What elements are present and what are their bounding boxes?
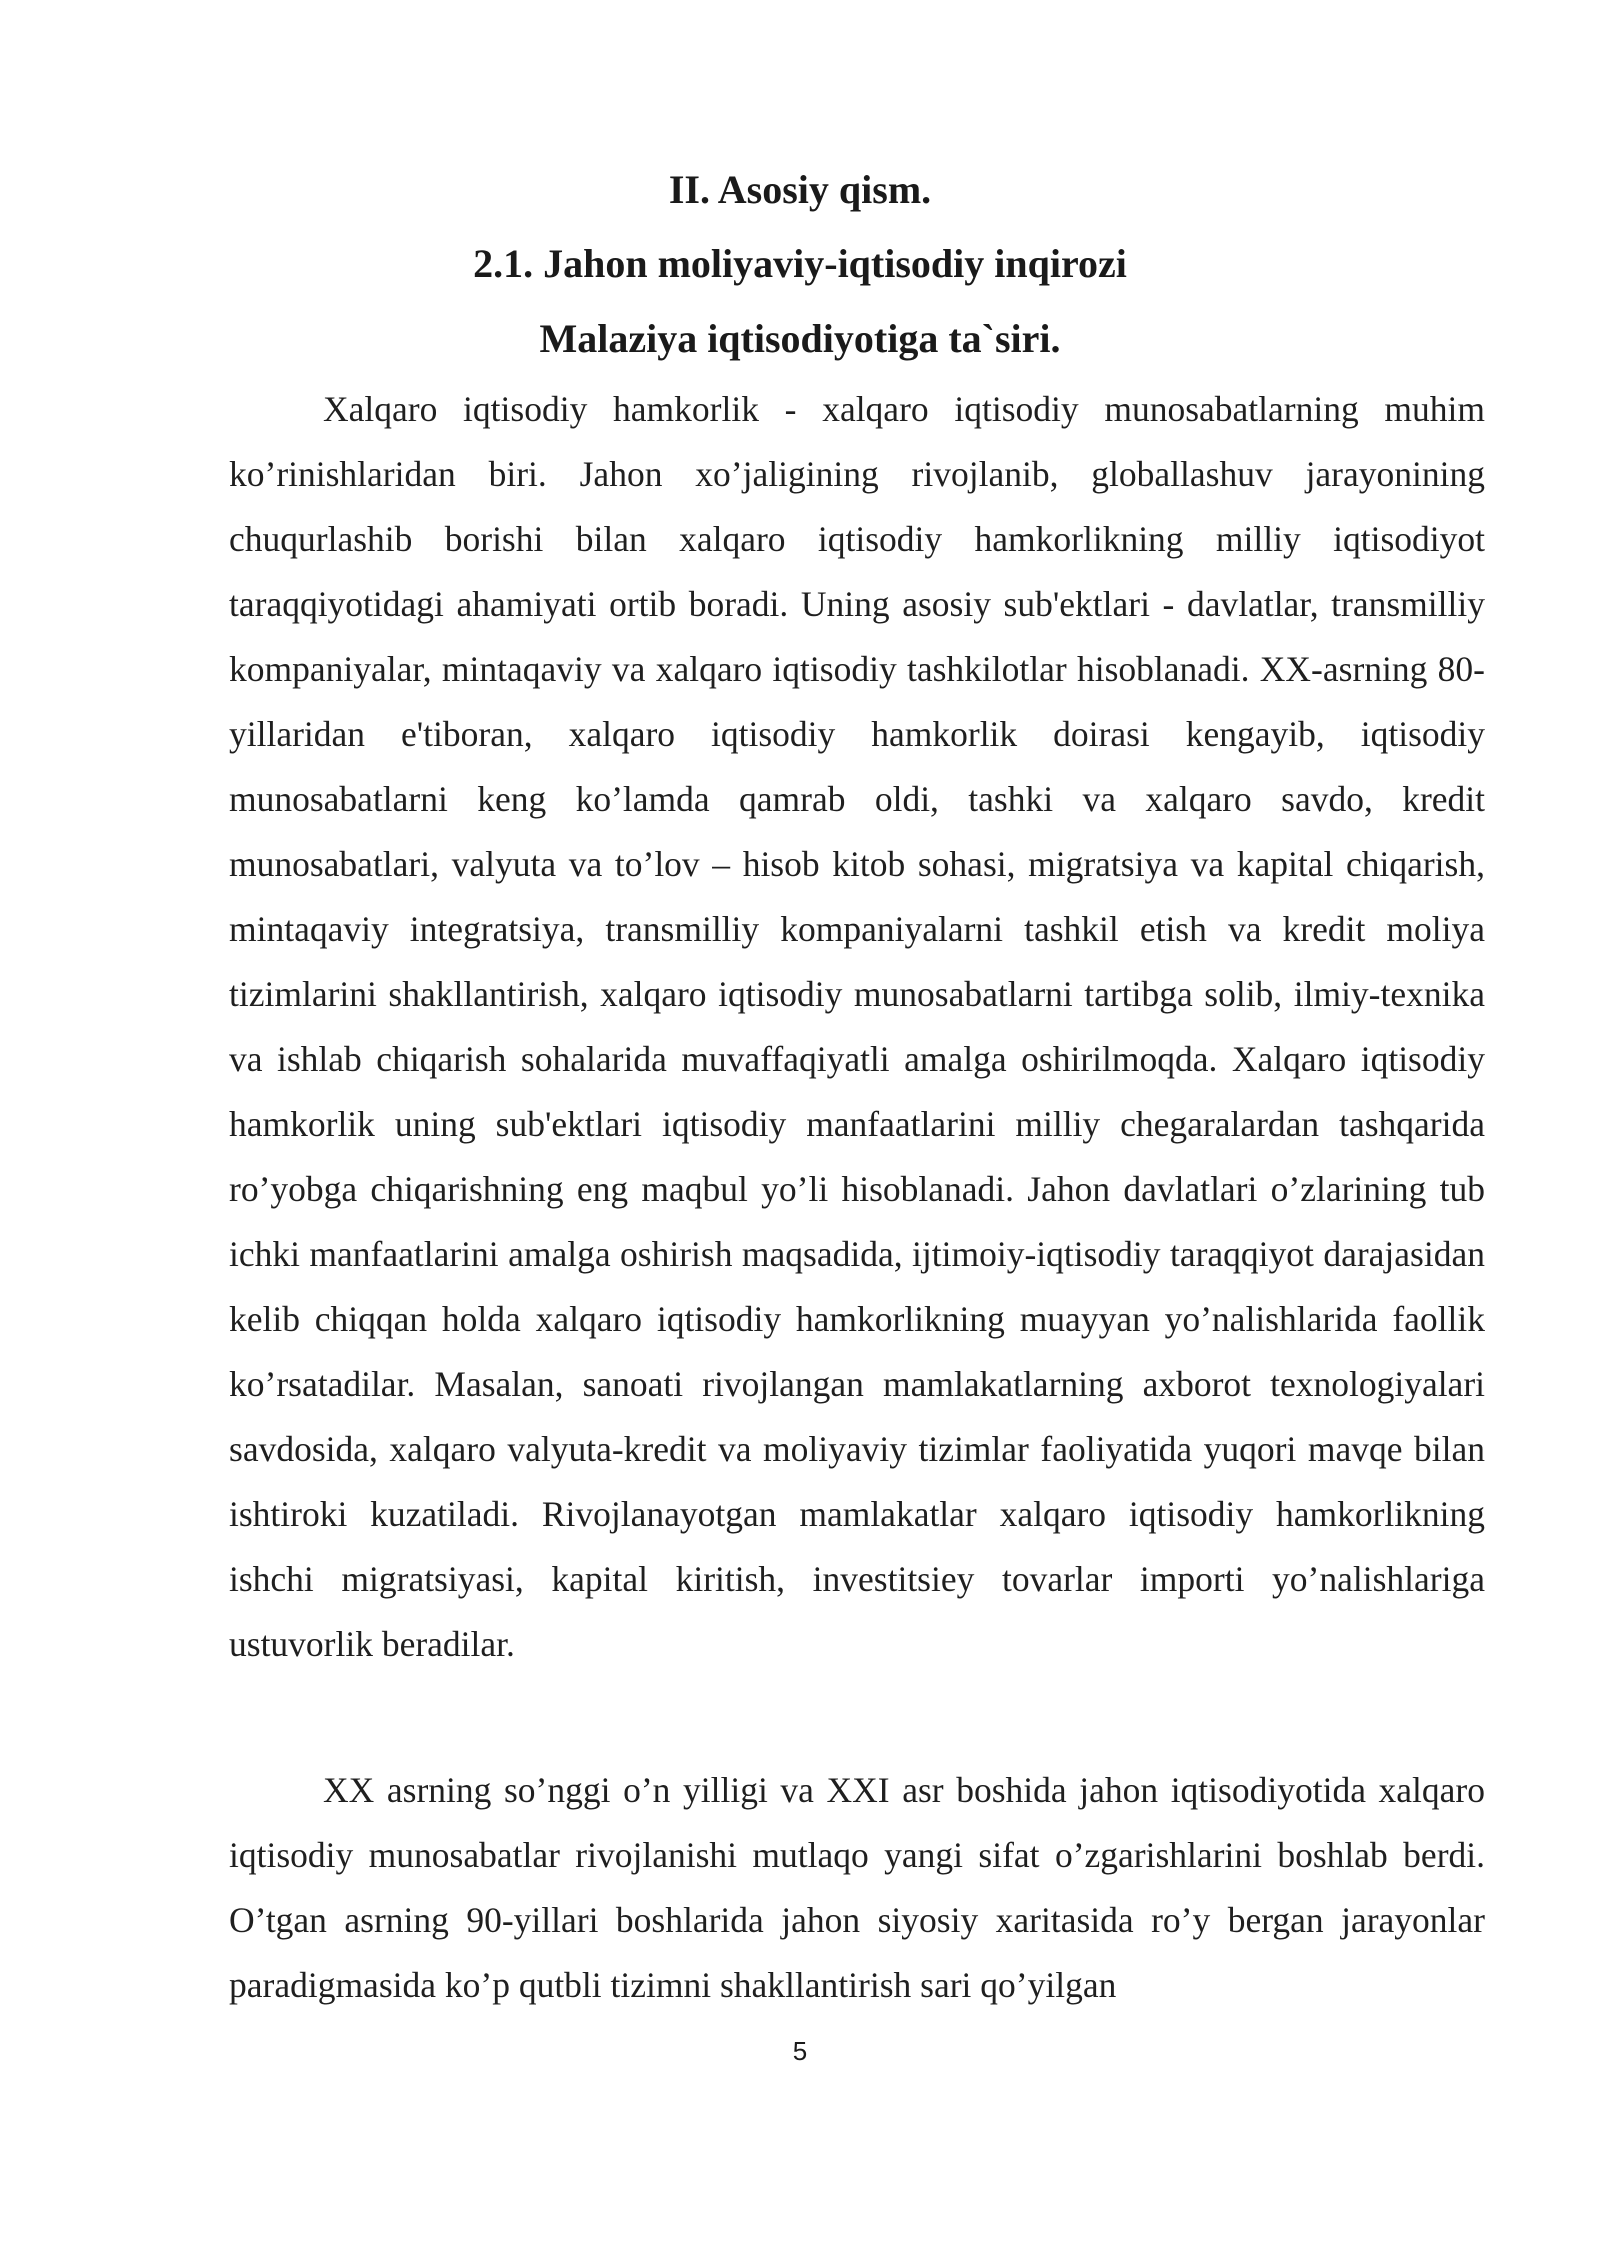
body-paragraph-2 (229, 1758, 1485, 2018)
subsection-heading: 2.1. Jahon moliyaviy-iqtisodiy inqirozi (473, 241, 1127, 286)
body-paragraph-1 (229, 377, 1485, 1677)
section-heading: II. Asosiy qism. (668, 167, 932, 212)
paragraph-text: XX asrning so’nggi o’n yilligi va XXI asr boshida jahon iqtisodiyotida xalqaro iqtisodiy munosabatlar rivojlanishi mutlaqo yangi sifat o’zgarishlarini boshlab berdi. O’tgan asrning 90-yillari boshlarida jahon siyosiy xaritasida ro’y bergan jarayonlar paradigmasida ko’p qutbli tizimni shakllantirish sari qo’yilgan (229, 1770, 1485, 2005)
paragraph-text: Xalqaro iqtisodiy hamkorlik - xalqaro iqtisodiy munosabatlarning muhim ko’rinishlaridan biri. Jahon xo’jaligining rivojlanib, globallashuv jarayonining chuqurlashib borishi bilan xalqaro iqtisodiy hamkorlikning milliy iqtisodiyot taraqqiyotidagi ahamiyati ortib boradi. Uning asosiy sub'ektlari - davlatlar, transmilliy kompaniyalar, mintaqaviy va xalqaro iqtisodiy tashkilotlar hisoblanadi. XX-asrning 80-yillaridan e'tiboran, xalqaro iqtisodiy hamkorlik doirasi kengayib, iqtisodiy munosabatlarni keng ko’lamda qamrab oldi, tashki va xalqaro savdo, kredit munosabatlari, valyuta va to’lov – hisob kitob sohasi, migratsiya va kapital chiqarish, mintaqaviy integratsiya, transmilliy kompaniyalarni tashkil etish va kredit moliya tizimlarini shakllantirish, xalqaro iqtisodiy munosabatlarni tartibga solib, ilmiy-texnika va ishlab chiqarish sohalarida muvaffaqiyatli amalga oshirilmoqda. Xalqaro iqtisodiy hamkorlik uning sub'ektlari iqtisodiy manfaatlarini milliy chegaralardan tashqarida ro’yobga chiqarishning eng maqbul yo’li hisoblanadi. Jahon davlatlari o’zlarining tub ichki manfaatlarini amalga oshirish maqsadida, ijtimoiy-iqtisodiy taraqqiyot darajasidan kelib chiqqan holda xalqaro iqtisodiy hamkorlikning muayyan yo’nalishlarida faollik ko’rsatadilar. Masalan, sanoati rivojlangan mamlakatlarning axborot texnologiyalari savdosida, xalqaro valyuta-kredit va moliyaviy tizimlar faoliyatida yuqori mavqe bilan ishtiroki kuzatiladi. Rivojlanayotgan mamlakatlar xalqaro iqtisodiy hamkorlikning ishchi migratsiyasi, kapital kiritish, investitsiey tovarlar importi yo’nalishlariga ustuvorlik beradilar. (229, 389, 1485, 1664)
subsection-heading-continued: Malaziya iqtisodiyotiga ta`siri. (539, 316, 1061, 361)
page-number: 5 (792, 2036, 808, 2066)
